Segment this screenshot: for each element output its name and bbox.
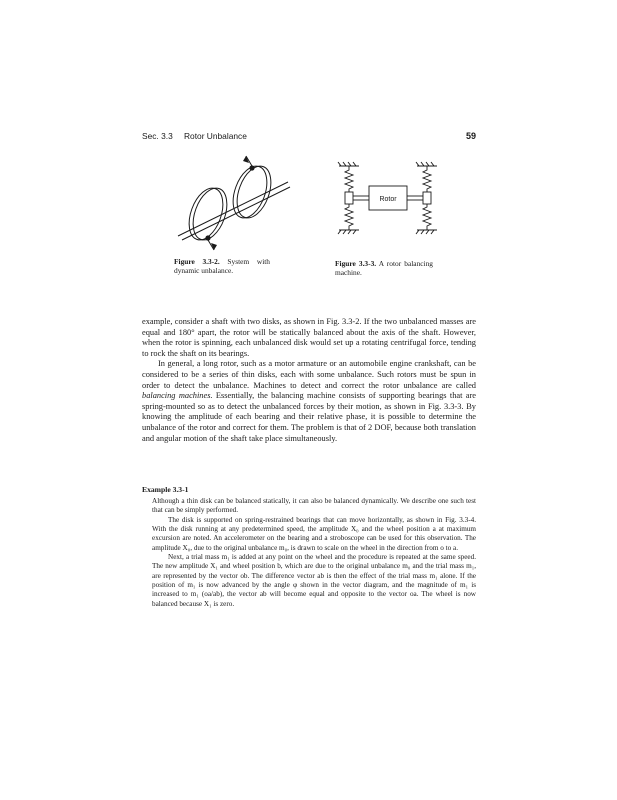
balancing-machines-term: balancing machines.: [142, 391, 213, 401]
figure-caption-text: System with dynamic unbalance.: [174, 257, 270, 276]
shaft-two-disks-drawing: [168, 152, 298, 252]
paragraph-2-part-b: Essentially, the balancing machine consists of supporting bearings that are spring-mounted so as to detect the unbalanced forces by their motion, as shown in Fig. 3.3-3. By knowing the amplitude of each bearing and their relative phase, it is possible to determine the unbalance of the rotor and correct for them. The problem is that of 2 DOF, because both translation and angular motion of the shaft take place simultaneously.: [142, 391, 476, 443]
body-text: [142, 317, 476, 444]
figure-3-3-2: [168, 152, 298, 252]
figure-3-3-3-caption: [335, 259, 433, 277]
figure-label: Figure 3.3-3.: [335, 259, 377, 268]
figure-3-3-3: [335, 158, 441, 238]
section-number: Sec. 3.3: [142, 131, 173, 141]
example-paragraph-3: Next, a trial mass m₁ is added at any point on the wheel and the procedure is repeated at the same speed. The new amplitude X₁ and wheel position b, which are due to the original unbalance m₀ and the trial mass m₁, are represented by the vector ob. The difference vector ab is then the effect of the trial mass m₁ alone. If the position of m₁ is now advanced by the angle φ shown in the vector diagram, and the magnitude of m₁ is increased to m₁ (oa/ab), the vector ab will become equal and opposite to the vector oa. The wheel is now balanced because X₁ is zero.: [152, 553, 476, 608]
example-text: [152, 497, 476, 609]
running-head: [142, 131, 476, 143]
balancing-machine-drawing: [335, 158, 441, 238]
paragraph-2-part-a: In general, a long rotor, such as a motor armature or an automobile engine crankshaft, can be considered to be a series of thin disks, each with some unbalance. Such rotors must be spun in order to detect the unbalance. Machines to detect and correct the rotor unbalance are called: [142, 359, 476, 390]
example-heading: Example 3.3-1: [142, 485, 189, 494]
figure-label: Figure 3.3-2.: [174, 257, 220, 266]
figure-caption-text: A rotor balancing machine.: [335, 259, 433, 278]
section-title: Rotor Unbalance: [184, 131, 247, 141]
paragraph-1: example, consider a shaft with two disks, as shown in Fig. 3.3-2. If the two unbalanced masses are equal and 180° apart, the rotor will be statically balanced about the axis of the shaft. However, when the rotor is spinning, each unbalanced disk would set up a rotating centrifugal force, tending to rock the shaft on its bearings.: [142, 317, 476, 358]
example-paragraph-1: Although a thin disk can be balanced statically, it can also be balanced dynamically. We describe one such test that can be simply performed.: [152, 497, 476, 515]
page-number: 59: [465, 131, 476, 141]
rotor-label: Rotor: [379, 196, 397, 203]
example-paragraph-2: The disk is supported on spring-restrained bearings that can move horizontally, as shown in Fig. 3.3-4. With the disk running at any predetermined speed, the amplitude X₀ and the wheel position a at maximum excursion are noted. An accelerometer on the bearing and a stroboscope can be used for this observation. The amplitude X₀, due to the original unbalance m₀, is drawn to scale on the wheel in the direction from o to a.: [152, 515, 476, 552]
figure-3-3-2-caption: [174, 257, 270, 275]
paragraph-2: [142, 359, 476, 444]
